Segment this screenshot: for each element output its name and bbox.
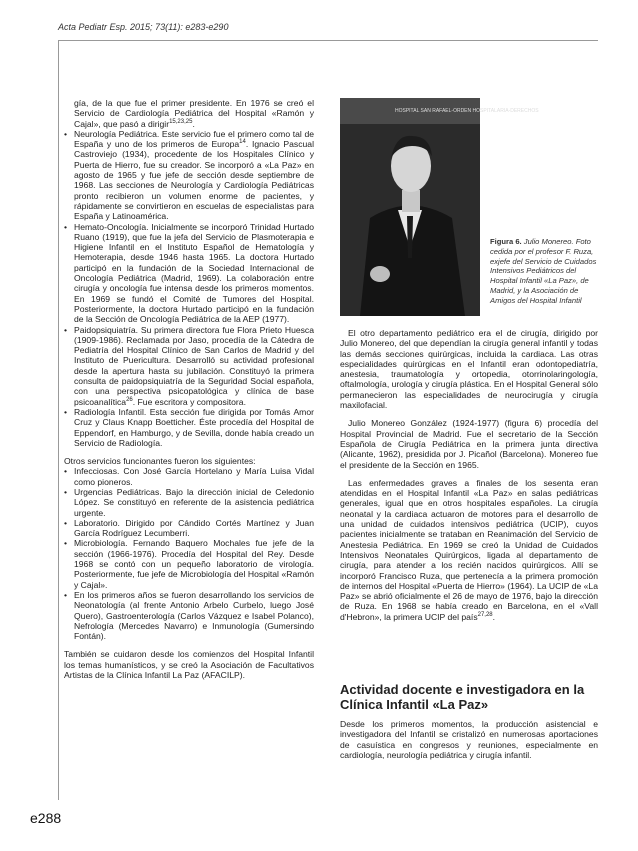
list-item: • Microbiología. Fernando Baquero Mochales fue jefe de la sección (1966-1976). Procedía del Hospital del Rey. Desde 1968 se contó con un pequeño laboratorio de virología. Posteriormente, fue jefe de Microbiología del Hospital «Ramón y Cajal». (64, 538, 314, 589)
section-body (340, 719, 598, 760)
continued-paragraph: gía, de la que fue el primer presidente. En 1976 se creó el Servicio de Cardiología Pediátrica del Hospital «Ramón y Cajal», que pasó a dirigir$^{15,23,25}$. (74, 98, 314, 129)
citation-ref[interactable]: 14 (239, 139, 246, 146)
citation-ref[interactable]: 15,23,25 (169, 118, 193, 125)
list-item: • Infecciosas. Con José García Hortelano y María Luisa Vidal como pioneros. (64, 466, 314, 487)
figure-caption (490, 237, 598, 306)
paragraph: Desde los primeros momentos, la producción asistencial e investigadora del Infantil se cristalizó en numerosas aportaciones de casuística en congresos y reuniones, especialmente en cardiología, neurología pediátrica y cirugía infantil. (340, 719, 598, 760)
page-number: e288 (30, 810, 62, 826)
section-heading: Actividad docente e investigadora en la Clínica Infantil «La Paz» (340, 682, 585, 712)
header-rule (58, 40, 598, 41)
left-column (64, 98, 314, 680)
paragraph: El otro departamento pediátrico era el de cirugía, dirigido por Julio Monereo, del que dependían la cirugía general infantil y todas las demás secciones quirúrgicas, incluida la cardiaca. Las otras especialidades quirúrgicas en el Infantil eran odontopediatría, anestesia, traumatología y ortopedia, otorrinolaringología, oftalmología, urología y cirugía plástica. En el Hospital General sólo permanecieron las especialidades de neurocirugía y cirugía maxilofacial. (340, 328, 598, 411)
closing-paragraph: También se cuidaron desde los comienzos del Hospital Infantil los temas humanísticos, y se creó la Asociación de Facultativos Artistas de la Clínica Infantil La Paz (AFACILP). (64, 649, 314, 681)
list-item: • En los primeros años se fueron desarrollando los servicios de Neonatología (al frente Antonio Arbelo Curbelo, luego José Quero), Gastroenterología (Carlos Vázquez e Isabel Polanco), Nefrología (Mercedes Navarro) e Inmunología (Gumersindo Fontán). (64, 590, 314, 641)
other-services-list (64, 466, 314, 641)
right-column (340, 328, 598, 622)
citation-ref[interactable]: 27,28 (477, 611, 493, 618)
list-item: • Radiología Infantil. Esta sección fue dirigida por Tomás Amor Cruz y Claus Knapp Boetticher. Éste procedía del Hospital de Eppendorf, en Hamburgo, y de Sevilla, donde había creado un Servicio de Radiología. (64, 407, 314, 448)
list-item: • Neurología Pediátrica. Este servicio fue el primero como tal de España y uno de los primeros de Europa$^{14}$. Ignacio Pascual Castroviejo (1934), procedente de los Hospitales Clínico y Puerta de Hierro, fue su creador. Se incorporó a «La Paz» en agosto de 1965 y fue jefe de sección desde septiembre de 1968. Las secciones de Neurología y Cardiología Pediátricas pronto recibieron un volumen enorme de pacientes, y rápidamente se convirtieron en escuelas de especialistas para España y Latinoamérica. (64, 129, 314, 222)
paragraph: Las enfermedades graves a finales de los sesenta eran atendidas en el Hospital Infantil «La Paz» en salas pediátricas generales, igual que en otros hospitales españoles. La cirugía neonatal y la cardiaca actuaron de motores para el desarrollo de una unidad de cuidados intensivos pediátrica (UCIP), cuyos pacientes inicialmente se trataban en Reanimación del Servicio de Anestesia Pediátrica. En 1969 se creó la Unidad de Cuidados Intensivos Neonatales Quirúrgicos, ligada al departamento de cirugía, para atender a los recién nacidos quirúrgicos. Allí se incorporó Francisco Ruza, que pertenecía a la primera promoción de internos del Hospital «Puerta de Hierro» (1964). La UCIP de «La Paz» se abrió oficialmente el 26 de mayo de 1976, bajo la dirección de Ruza. En 1968 se había creado en Barcelona, en el «Vall d'Hebron», la primera UCIP del país$^{27,28}$. (340, 477, 598, 622)
figure-label: Figura 6. (490, 237, 522, 246)
citation-ref[interactable]: 26 (126, 396, 133, 403)
margin-rule (58, 40, 59, 800)
others-intro: Otros servicios funcionantes fueron los siguientes: (64, 456, 256, 467)
photo-inscription: HOSPITAL SAN RAFAEL-ORDEN HOSPITALARIA-DERECHOS (395, 108, 539, 114)
list-item: • Laboratorio. Dirigido por Cándido Cortés Martínez y Juan García Rodríguez Lecumberri. (64, 518, 314, 539)
list-item: • Urgencias Pediátricas. Bajo la dirección inicial de Celedonio López. Se constituyó en referente de la asistencia pediátrica urgente. (64, 487, 314, 518)
journal-citation: Acta Pediatr Esp. 2015; 73(11): e283-e290 (58, 22, 229, 32)
list-item: • Paidopsiquiatría. Su primera directora fue Flora Prieto Huesca (1909-1986). Reclamada por Jaso, procedía de la Cátedra de Pediatría del Hospital Clínico de San Carlos de Madrid y del Instituto de Puericultura. Desarrolló su actividad profesional desde la apertura hasta su jubilación. Constituyó la primera consulta de paidopsiquiatría de la Seguridad Social española, con una perspectiva psicopatológica y clínica de base psicoanalítica$^{26}$. Fue escritora y compositora. (64, 325, 314, 407)
services-list (64, 129, 314, 448)
figure-caption-text: Julio Monereo. Foto cedida por el profesor F. Ruza, exjefe del Servicio de Cuidados Intensivos Pediátricos del Hospital Infantil «La Paz», de Madrid, y la Asociación de Amigos del Hospital Infantil (490, 237, 597, 305)
paragraph: Julio Monereo González (1924-1977) (figura 6) procedía del Hospital Provincial de Madrid. Fue el secretario de la Sección Española de Cirugía Pediátrica en la primera junta directiva (Alicante, 1962), presidida por J. Picañol (Barcelona). Monereo fue el presidente de la Sección en 1965. (340, 418, 598, 470)
list-item: • Hemato-Oncología. Inicialmente se incorporó Trinidad Hurtado Ruano (1919), que fue la jefa del Servicio de Plasmoterapia e Higiene Infantil en el Instituto Español de Hematología y Hemoterapia, desde 1946 hasta 1965. La doctora Hurtado participó en la fundación de la Sociedad Internacional de Oncología Pediátrica (Madrid, 1969). La colaboración entre cirugía y oncología fue intensa desde los primeros momentos. En 1969 se fundó el Comité de Tumores del Hospital. Posteriormente, la doctora Hurtado participó en la fundación de la Sección de Oncología Pediátrica de la AEP (1977). (64, 222, 314, 325)
